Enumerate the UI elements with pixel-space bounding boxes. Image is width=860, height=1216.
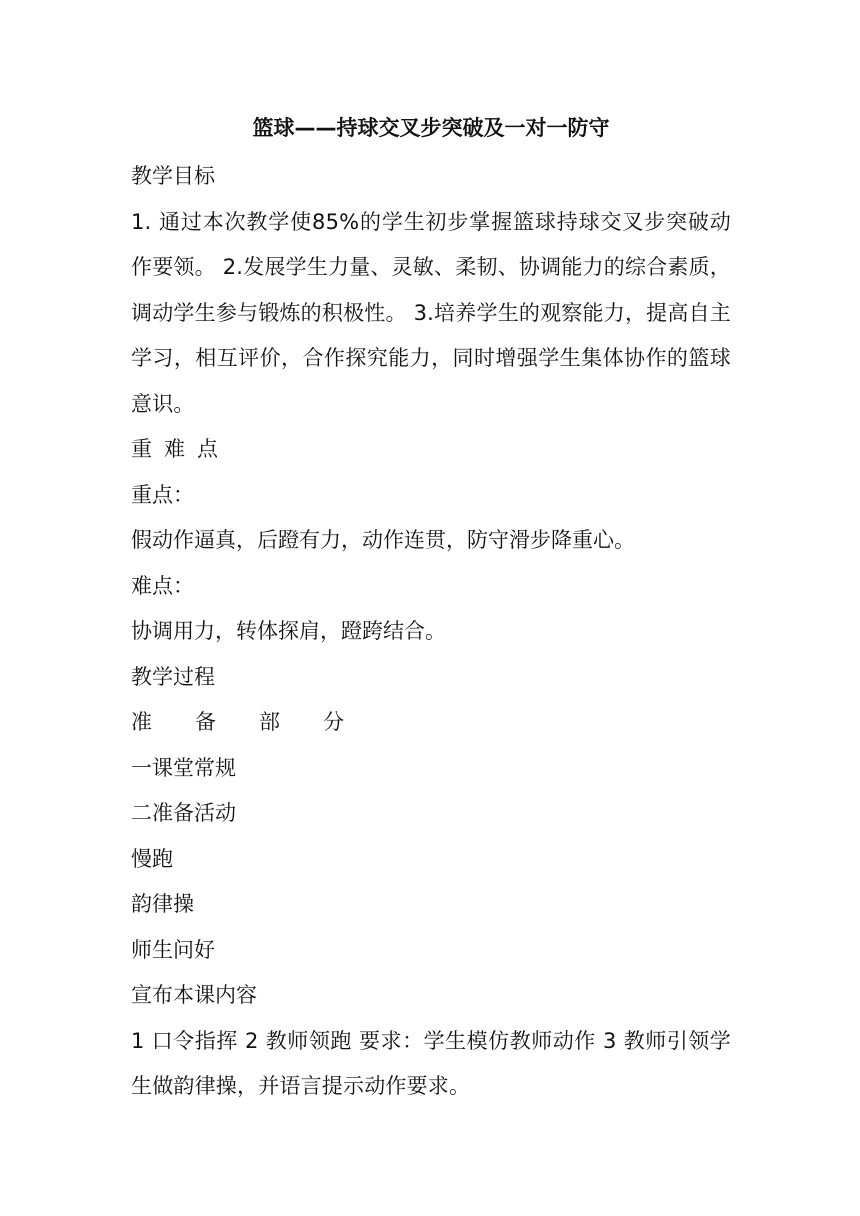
preparation-heading: 准备部分: [131, 710, 387, 734]
key-points-label: 重点：: [131, 482, 194, 507]
list-item: 师生问好: [131, 937, 215, 962]
list-item: 韵律操: [131, 892, 194, 916]
instructions-paragraph: 1 口令指挥 2 教师领跑 要求：学生模仿教师动作 3 教师引领学生做韵律操，并语言提示动作要求。: [131, 1028, 731, 1098]
document-title: 篮球——持球交叉步突破及一对一防守: [252, 116, 610, 140]
list-item: 二准备活动: [131, 801, 236, 825]
difficult-points-text: 协调用力，转体探肩，蹬跨结合。: [131, 619, 446, 643]
document-body: [131, 110, 731, 1110]
objectives-heading: 教学目标: [131, 164, 215, 188]
key-points-text: 假动作逼真，后蹬有力，动作连贯，防守滑步降重心。: [131, 528, 635, 552]
list-item: 一课堂常规: [131, 755, 236, 780]
list-item: 宣布本课内容: [131, 983, 257, 1007]
difficult-points-label: 难点：: [131, 573, 194, 598]
list-item: 慢跑: [131, 846, 173, 871]
objectives-paragraph: 1. 通过本次教学使85%的学生初步掌握篮球持球交叉步突破动作要领。 2.发展学生力量、灵敏、柔韧、协调能力的综合素质，调动学生参与锻炼的积极性。 3.培养学生的观察能力，提高自主学习，相互评价，合作探究能力，同时增强学生集体协作的篮球意识。: [131, 209, 731, 416]
process-heading: 教学过程: [131, 664, 215, 689]
key-difficult-heading: 重难点: [131, 437, 230, 461]
